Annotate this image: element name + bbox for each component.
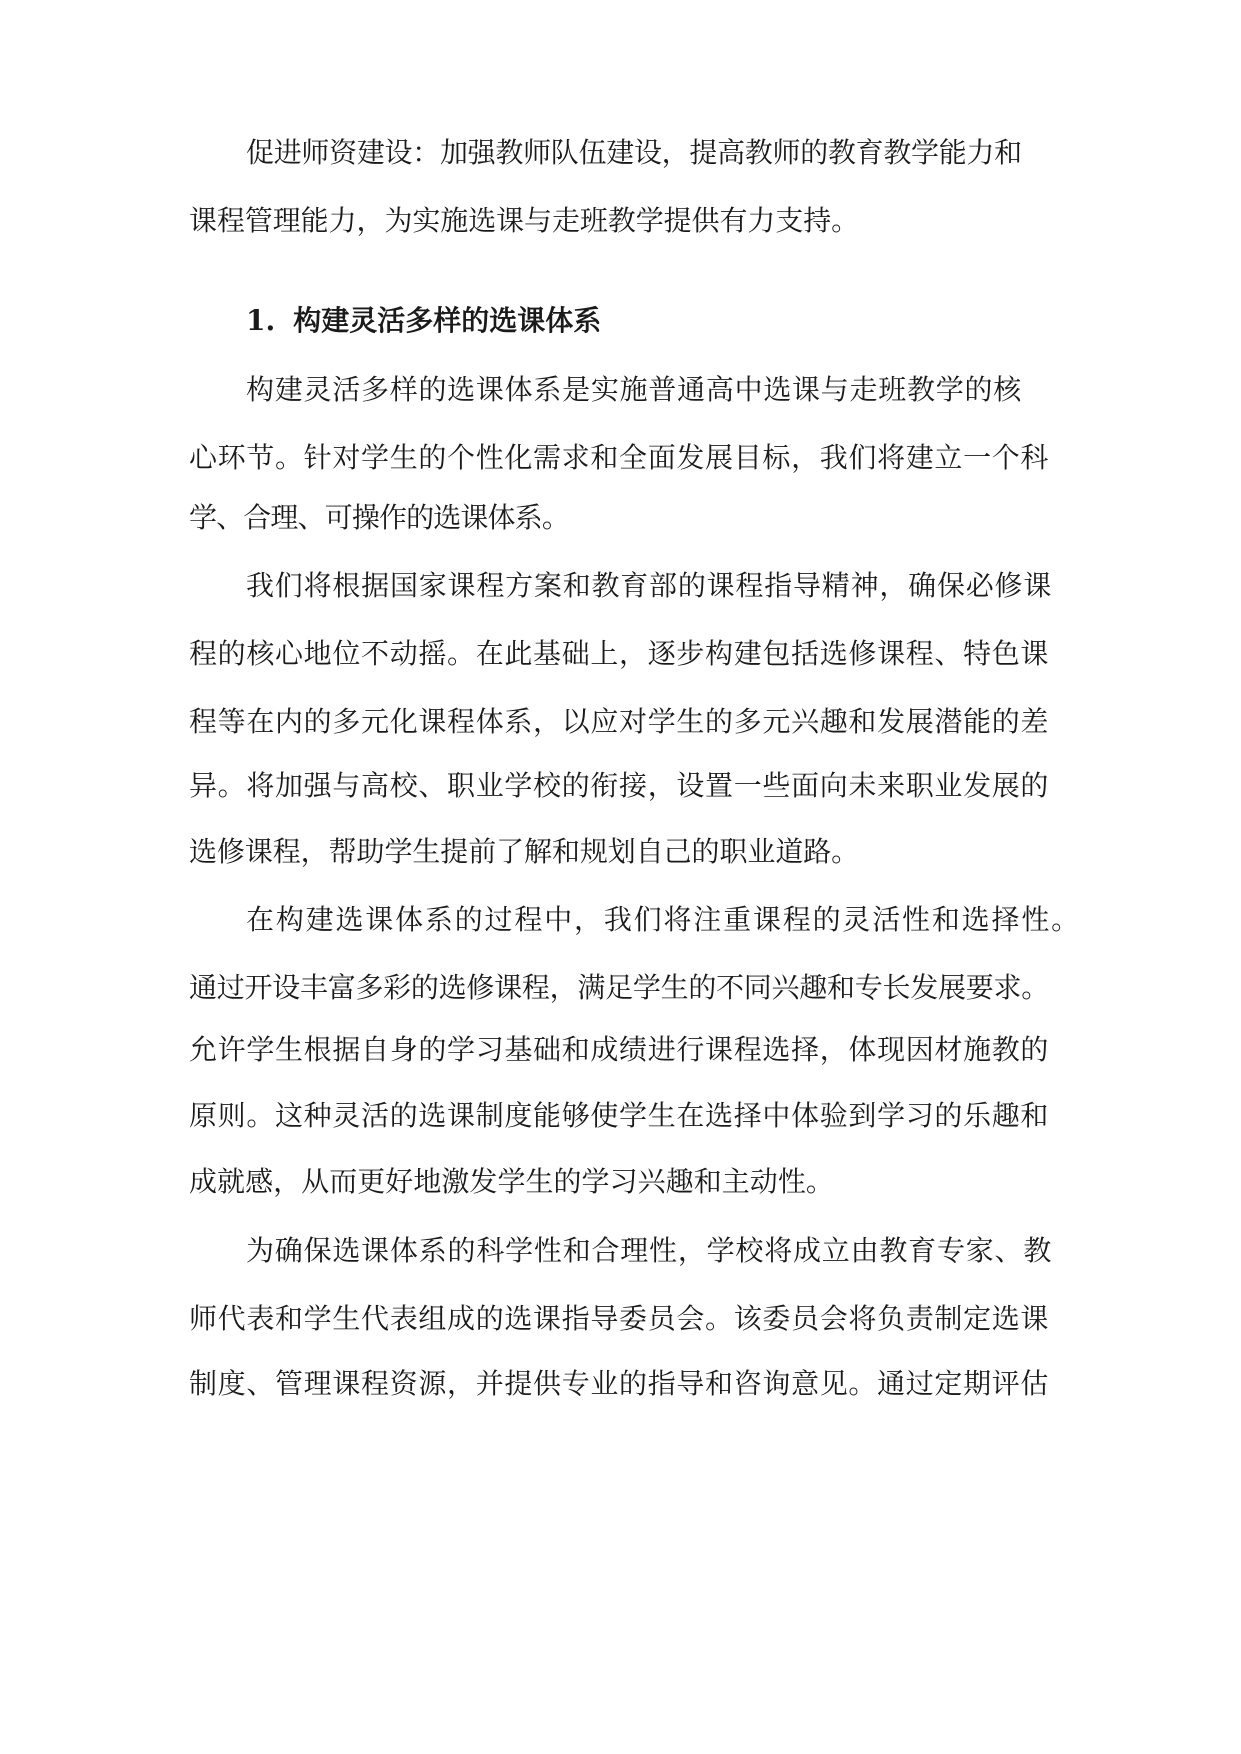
paragraph-line: 异。将加强与高校、职业学校的衔接，设置一些面向未来职业发展的 [189, 769, 1050, 802]
paragraph-line: 师代表和学生代表组成的选课指导委员会。该委员会将负责制定选课 [189, 1302, 1050, 1335]
paragraph-line: 通过开设丰富多彩的选修课程，满足学生的不同兴趣和专长发展要求。 [189, 971, 1049, 1004]
paragraph-line: 程等在内的多元化课程体系，以应对学生的多元兴趣和发展潜能的差 [189, 705, 1050, 738]
paragraph-line: 原则。这种灵活的选课制度能够使学生在选择中体验到学习的乐趣和 [189, 1099, 1050, 1132]
section-number: 1. [246, 304, 276, 337]
paragraph-line: 我们将根据国家课程方案和教育部的课程指导精神，确保必修课 [246, 569, 1053, 602]
paragraph-line: 课程管理能力，为实施选课与走班教学提供有力支持。 [189, 204, 860, 237]
section-title: 构建灵活多样的选课体系 [293, 304, 602, 337]
paragraph-line: 促进师资建设：加强教师队伍建设，提高教师的教育教学能力和 [246, 136, 1022, 169]
paragraph-line: 选修课程，帮助学生提前了解和规划自己的职业道路。 [189, 835, 860, 868]
paragraph-line: 构建灵活多样的选课体系是实施普通高中选课与走班教学的核 [246, 373, 1022, 406]
paragraph-line: 学、合理、可操作的选课体系。 [189, 501, 569, 534]
section-heading [246, 299, 601, 343]
paragraph-line: 心环节。针对学生的个性化需求和全面发展目标，我们将建立一个科 [189, 441, 1050, 474]
paragraph-line: 程的核心地位不动摇。在此基础上，逐步构建包括选修课程、特色课 [189, 637, 1050, 670]
paragraph-line: 在构建选课体系的过程中，我们将注重课程的灵活性和选择性。 [246, 903, 1081, 936]
paragraph-line: 成就感，从而更好地激发学生的学习兴趣和主动性。 [189, 1165, 834, 1198]
paragraph-line: 制度、管理课程资源，并提供专业的指导和咨询意见。通过定期评估 [189, 1367, 1050, 1400]
paragraph-line: 允许学生根据自身的学习基础和成绩进行课程选择，体现因材施教的 [189, 1033, 1050, 1066]
paragraph-line: 为确保选课体系的科学性和合理性，学校将成立由教育专家、教 [246, 1234, 1053, 1267]
